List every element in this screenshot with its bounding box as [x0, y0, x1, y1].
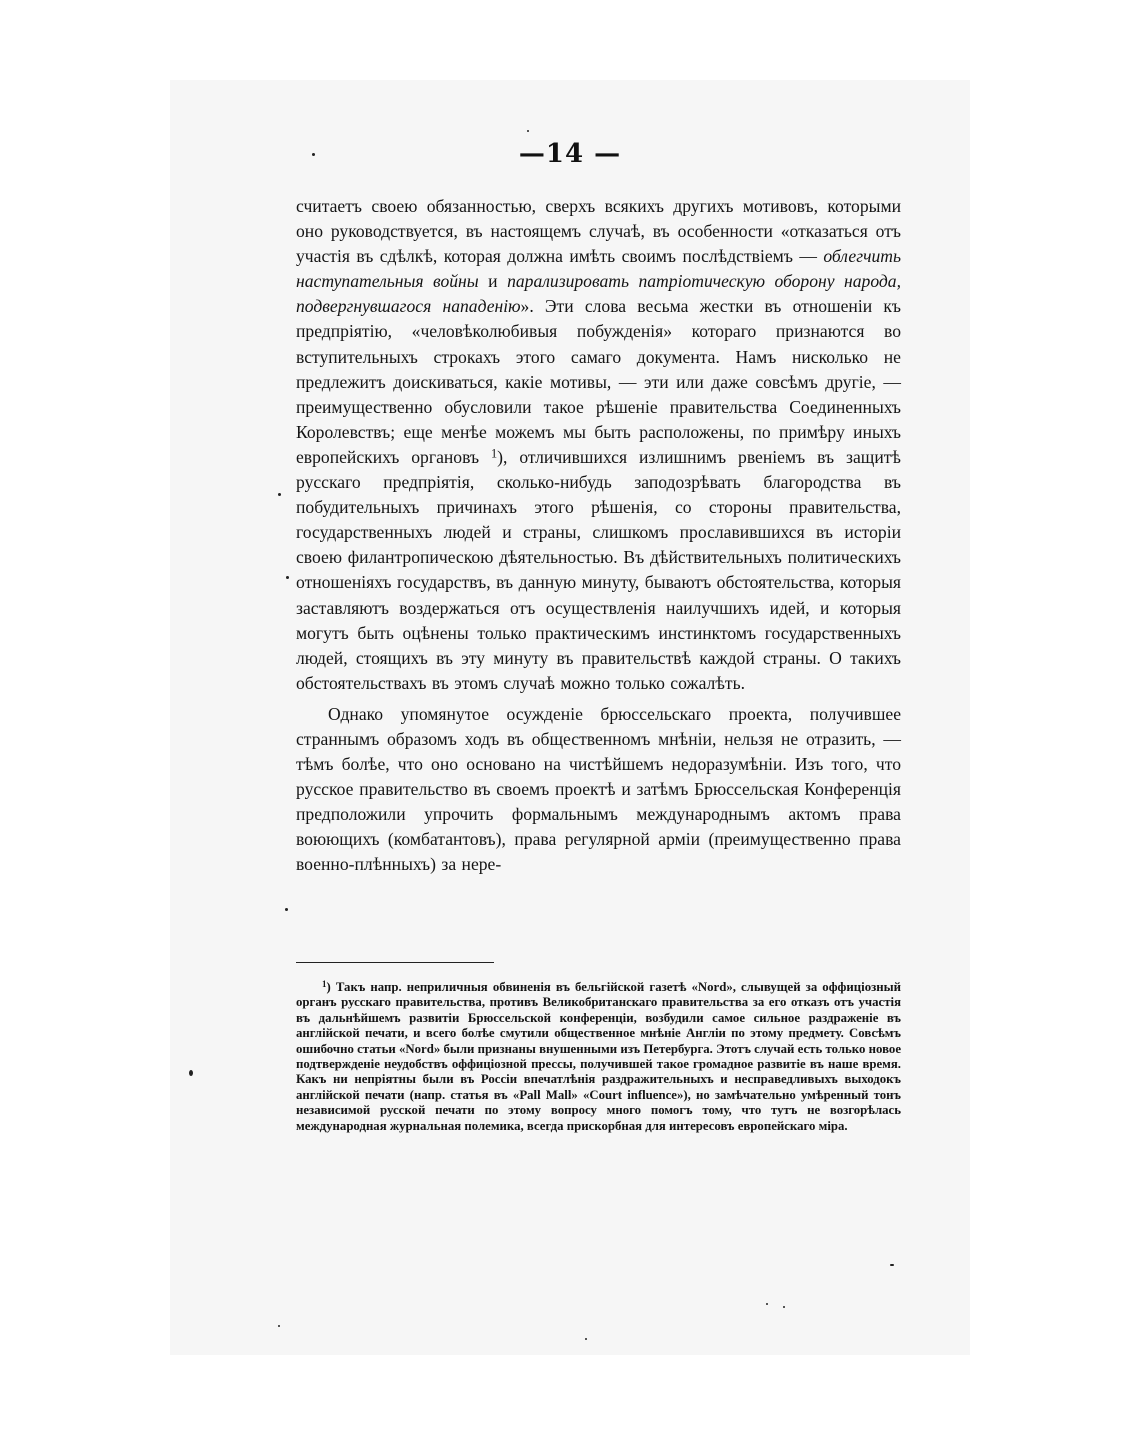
paragraph-1-part-b: и [478, 271, 508, 292]
footnote-divider [296, 962, 494, 963]
footnote-marker: 1 [322, 978, 327, 989]
scan-speck [189, 1070, 193, 1076]
scan-speck [766, 1303, 768, 1305]
paragraph-1-italic-1: облегчить наступательныя войны [296, 246, 901, 292]
scan-speck [585, 1338, 587, 1340]
scan-speck [285, 908, 288, 911]
footnote-reference: 1 [490, 446, 498, 461]
paragraph-1-part-d: ), отличившихся излишнимъ рвеніемъ въ защитѣ русскаго предпріятія, сколько-нибудь заподозрѣвать благородства въ побудительныхъ причинахъ этого рѣшенія, со стороны правительства, государственныхъ людей и страны, слишкомъ прославившихся въ исторіи своею филантропическою дѣятельностью. Въ дѣйствительныхъ политическихъ отношеніяхъ государствъ, въ данную минуту, бываютъ обстоятельства, которыя заставляютъ воздержаться отъ осуществленія наилучшихъ идей, и которыя могутъ быть оцѣнены только практическимъ инстинктомъ государственныхъ людей, стоящихъ въ эту минуту въ правительствѣ каждой страны. О такихъ обстоятельствахъ въ этомъ случаѣ можно только сожалѣть. [296, 446, 901, 693]
scan-speck [278, 493, 281, 496]
scan-speck [278, 1325, 280, 1327]
scan-speck [527, 130, 529, 132]
scan-speck [286, 576, 289, 579]
paragraph-1-part-a: считаетъ своею обязанностью, сверхъ всякихъ другихъ мотивовъ, которыми оно руководствуется, въ настоящемъ случаѣ, въ особенности «отказаться отъ участія въ сдѣлкѣ, которая должна имѣть своимъ послѣдствіемъ — [296, 196, 901, 267]
paragraph-1-italic-2: парализировать патріотическую оборону народа, подвергнувшагося нападенію [296, 271, 902, 317]
footnote-text: ) Такъ напр. неприличныя обвиненія въ бельгійской газетѣ «Nord», слывущей за оффиціозный органъ русскаго правительства, противъ Великобританскаго правительства за его отказъ отъ участія въ дальнѣйшемъ развитіи Брюссельской конференціи, возбудили самое сильное раздраженіе въ англійской печати, и всего болѣе смутили общественное мнѣніе Англіи по этому предмету. Совсѣмъ ошибочно статьи «Nord» были признаны внушенными изъ Петербурга. Этотъ случай есть только новое подтвержденіе неудобствъ оффиціозной прессы, получившей такое громадное развитіе въ наше время. Какъ ни непріятны были въ Россіи впечатлѣнія раздражительныхъ и несправедливыхъ выходокъ англійской печати (напр. статья въ «Pall Mall» «Court influence»), но замѣчательно умѣренный тонъ независимой русской печати по этому вопросу много помогъ тому, что тутъ не возгорѣлась международная журнальная полемика, всегда прискорбная для интересовъ европейскаго міра. [296, 980, 901, 1133]
page-number: —14 — [518, 139, 622, 169]
paragraph-2: Однако упомянутое осужденіе брюссельскаго проекта, получившее страннымъ образомъ ходъ въ общественномъ мнѣніи, нельзя не отразить, — тѣмъ болѣе, что оно основано на чистѣйшемъ недоразумѣніи. Изъ того, что русское правительство въ своемъ проектѣ и затѣмъ Брюссельская Конференція предположили упрочить формальнымъ международнымъ актомъ права воюющихъ (комбатантовъ), права регулярной арміи (преимущественно права военно-плѣнныхъ) за нере- [296, 703, 901, 875]
main-text [296, 194, 901, 878]
paragraph-1 [296, 194, 901, 696]
scan-speck [890, 1264, 894, 1266]
scan-speck [783, 1306, 785, 1308]
paragraph-1-part-c: ». Эти слова весьма жестки въ отношеніи къ предпріятію, «человѣколюбивыя побужденія» котораго признаются во вступительныхъ строкахъ этого самаго документа. Намъ нисколько не предлежитъ доискиваться, какіе мотивы, — эти или даже совсѣмъ другіе, — преимущественно обусловили такое рѣшеніе правительства Соединенныхъ Королевствъ; еще менѣе можемъ мы быть расположены, по примѣру иныхъ европейскихъ органовъ [296, 296, 901, 467]
scan-speck [312, 153, 315, 156]
footnote [296, 980, 901, 1134]
